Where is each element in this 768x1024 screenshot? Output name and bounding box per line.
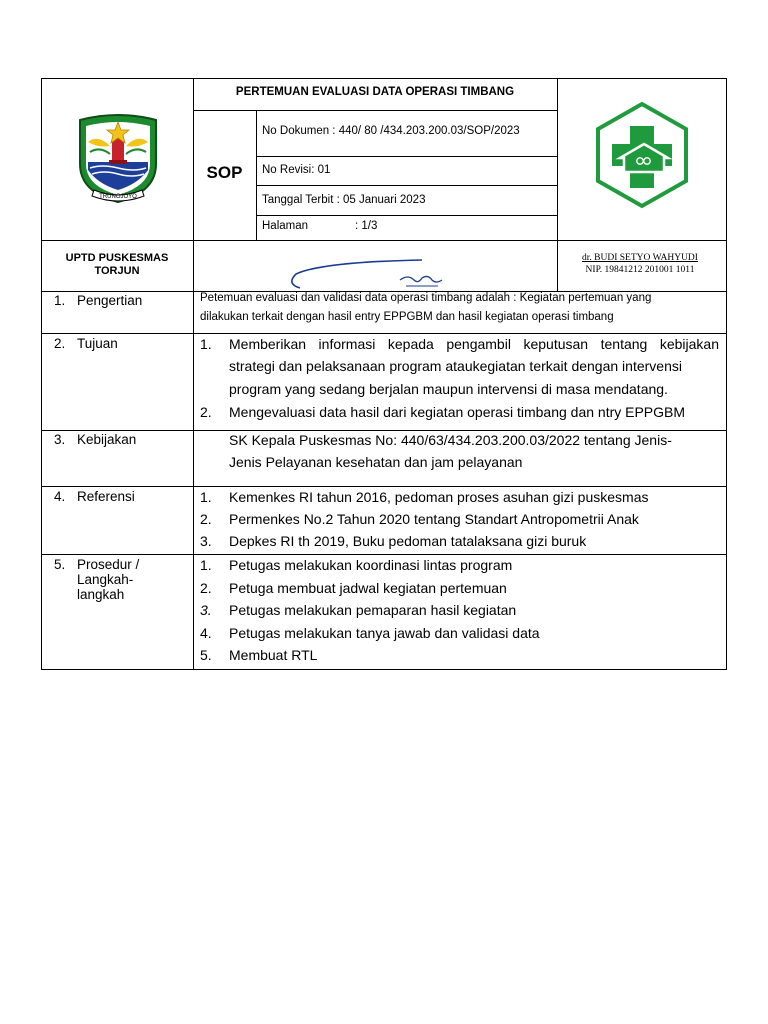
pengertian-line: dilakukan terkait dengan hasil entry EPPGBM dan hasil kegiatan operasi timbang [200, 311, 614, 323]
sop-label: SOP [206, 163, 243, 182]
org-name-line2: TORJUN [94, 265, 140, 277]
table-border-top [41, 78, 727, 79]
tujuan-line: strategi dan pelaksanaan program ataukegiatan terkait dengan intervensi [229, 358, 682, 374]
logo-column-divider [557, 78, 558, 292]
section-number: 2. [54, 336, 66, 351]
crest-motto-text: TRUNOJOYO [99, 194, 137, 200]
row-divider-terbit [256, 215, 557, 216]
list-item-number: 2. [200, 580, 212, 596]
tujuan-line: Memberikan informasi kepada pengambil keputusan tentang kebijakan [229, 336, 719, 352]
prosedur-label-line: langkah [77, 587, 125, 602]
prosedur-item: Petuga membuat jadwal kegiatan pertemuan [229, 580, 507, 596]
section-number: 4. [54, 489, 66, 504]
section-label-prosedur [77, 557, 139, 602]
document-title: PERTEMUAN EVALUASI DATA OPERASI TIMBANG [235, 86, 515, 98]
prosedur-item: Petugas melakukan koordinasi lintas program [229, 557, 513, 573]
signer-nip: NIP. 19841212 201001 1011 [585, 265, 695, 275]
prosedur-item: Membuat RTL [229, 647, 318, 663]
section-number: 3. [54, 432, 66, 447]
row-line-2 [41, 430, 727, 431]
section-label-pengertian: Pengertian [77, 293, 143, 308]
row-divider-revisi [256, 185, 557, 186]
list-item-number: 2. [200, 511, 212, 527]
list-item-number: 5. [200, 647, 212, 663]
no-revisi: No Revisi: 01 [262, 164, 331, 176]
table-border-right [726, 78, 727, 670]
table-border-bottom [41, 669, 727, 670]
kebijakan-line: Jenis Pelayanan kesehatan dan jam pelayanan [229, 454, 523, 470]
signature-icon [282, 258, 452, 292]
list-item-number: 3. [200, 602, 212, 618]
row-line-3 [41, 486, 727, 487]
no-dokumen: No Dokumen : 440/ 80 /434.203.200.03/SOP/2023 [262, 125, 520, 137]
section-label-kebijakan: Kebijakan [77, 432, 137, 447]
org-name [41, 252, 193, 278]
row-divider-dokumen [256, 156, 557, 157]
section-label-referensi: Referensi [77, 489, 135, 504]
row-line-1 [41, 333, 727, 334]
list-item-number: 2. [200, 404, 212, 420]
row-line-4 [41, 554, 727, 555]
org-name-line1: UPTD PUSKESMAS [65, 252, 169, 264]
section-label-tujuan: Tujuan [77, 336, 118, 351]
pengertian-line: Petemuan evaluasi dan validasi data operasi timbang adalah : Kegiatan pertemuan yang [200, 292, 652, 304]
puskesmas-cross-logo-icon [594, 100, 690, 210]
tanggal-terbit: Tanggal Terbit : 05 Januari 2023 [262, 194, 426, 206]
prosedur-label-line: Langkah- [77, 572, 134, 587]
prosedur-label-line: Prosedur / [77, 557, 140, 572]
referensi-item: Kemenkes RI tahun 2016, pedoman proses asuhan gizi puskesmas [229, 489, 649, 505]
kebijakan-line: SK Kepala Puskesmas No: 440/63/434.203.200.03/2022 tentang Jenis- [229, 432, 672, 448]
list-item-number: 1. [200, 489, 212, 505]
prosedur-item: Petugas melakukan pemaparan hasil kegiatan [229, 602, 517, 618]
section-number: 5. [54, 557, 66, 572]
title-divider [193, 110, 557, 111]
tujuan-line: Mengevaluasi data hasil dari kegiatan operasi timbang dan ntry EPPGBM [229, 404, 686, 420]
regency-crest-icon [72, 112, 164, 204]
list-item-number: 4. [200, 625, 212, 641]
section-number: 1. [54, 293, 66, 308]
prosedur-item: Petugas melakukan tanya jawab dan validasi data [229, 625, 540, 641]
header-bottom-line [41, 240, 727, 241]
list-item-number: 1. [200, 336, 212, 352]
list-item-number: 1. [200, 557, 212, 573]
signer-name: dr. BUDI SETYO WAHYUDI [582, 253, 698, 263]
referensi-item: Depkes RI th 2019, Buku pedoman tatalaksana gizi buruk [229, 533, 587, 549]
sop-column-divider [256, 110, 257, 241]
referensi-item: Permenkes No.2 Tahun 2020 tentang Standart Antropometrii Anak [229, 511, 639, 527]
tujuan-line: program yang sedang berjalan maupun intervensi di masa mendatang. [229, 381, 668, 397]
table-border-left [41, 78, 42, 670]
halaman-label: Halaman [262, 220, 309, 232]
list-item-number: 3. [200, 533, 212, 549]
halaman-value: : 1/3 [355, 220, 378, 232]
